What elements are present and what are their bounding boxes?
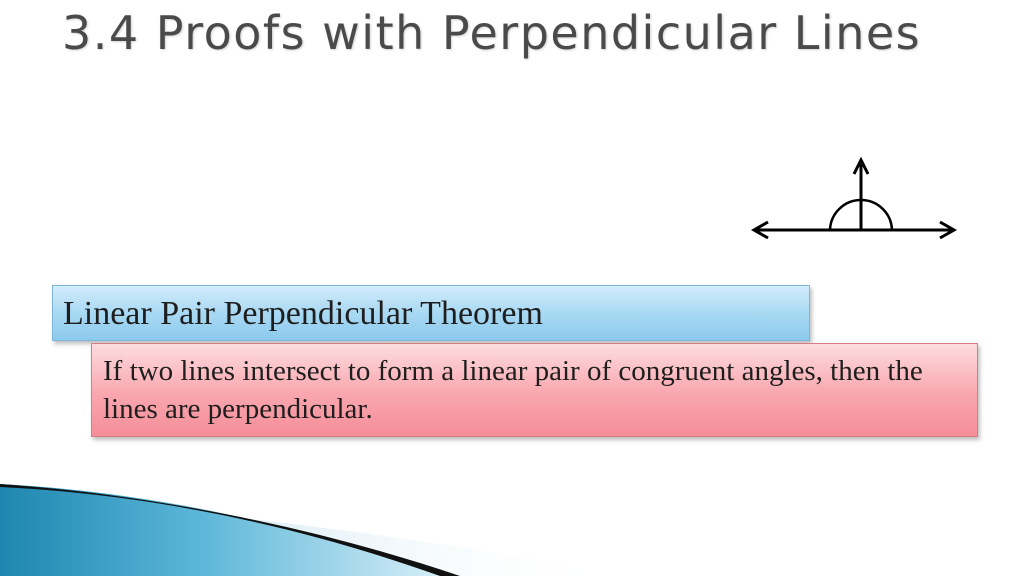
theorem-statement-box — [91, 343, 978, 437]
theorem-statement: If two lines intersect to form a linear pair of congruent angles, then the lines are perpendicular. — [103, 355, 923, 425]
left-angle-arc — [830, 200, 861, 230]
slide-title: 3.4 Proofs with Perpendicular Lines — [62, 6, 922, 60]
theorem-name-box — [52, 285, 810, 341]
right-angle-arc — [861, 200, 892, 230]
theorem-name: Linear Pair Perpendicular Theorem — [63, 295, 543, 332]
decorative-swoosh — [0, 484, 1024, 576]
swoosh-blue-band — [0, 484, 440, 576]
perpendicular-lines-diagram — [748, 156, 960, 240]
